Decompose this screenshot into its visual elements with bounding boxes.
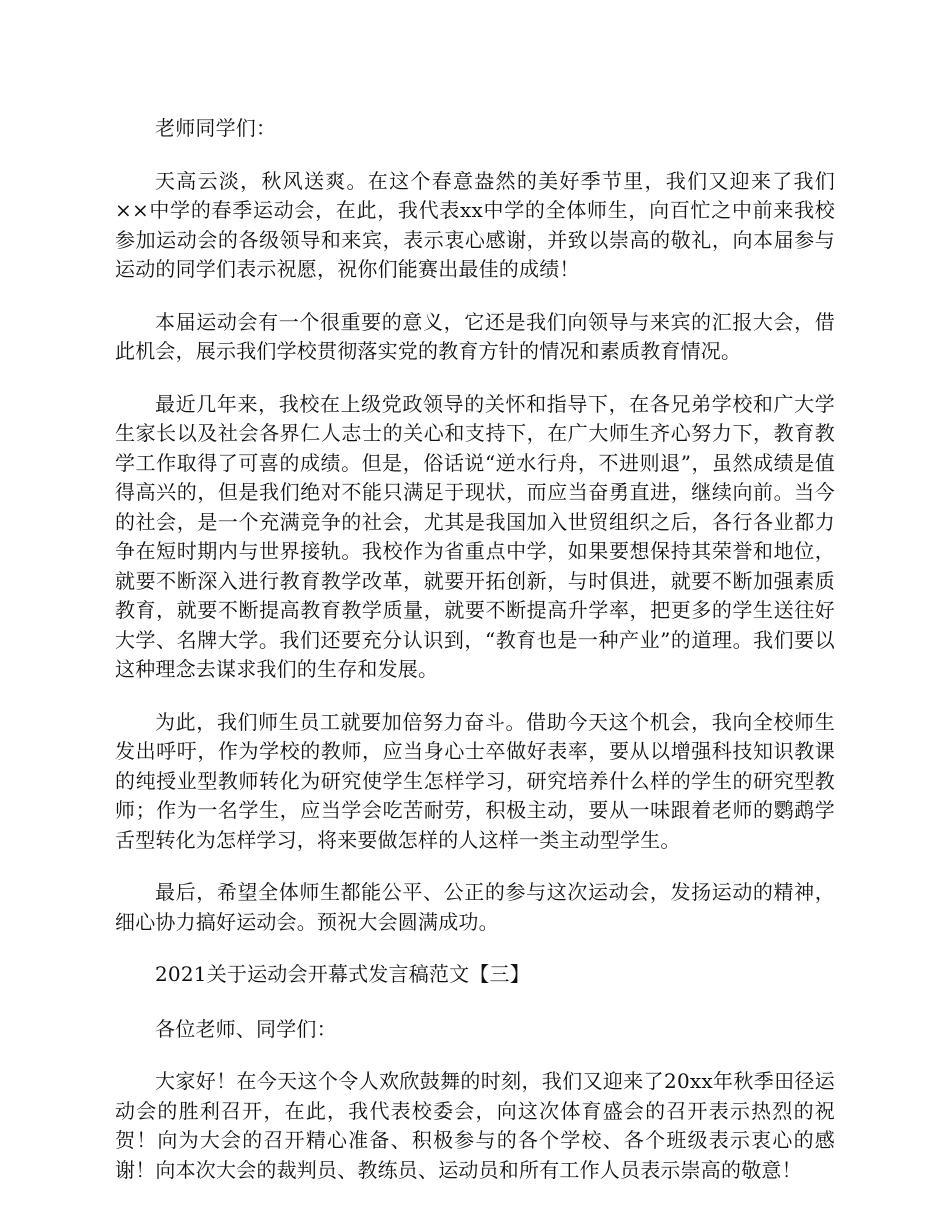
greeting-second: 各位老师、同学们： bbox=[155, 1016, 337, 1041]
document-body bbox=[115, 114, 835, 1208]
greeting: 老师同学们： bbox=[155, 116, 277, 140]
paragraph-closing: 最后，希望全体师生都能公平、公正的参与这次运动会，发扬运动的精神，细心协力搞好运动会。预祝大会圆满成功。 bbox=[115, 880, 835, 934]
paragraph-appeal: 为此，我们师生员工就要加倍努力奋斗。借助今天这个机会，我向全校师生发出呼吁，作为学校的教师，应当身心士卒做好表率，要从以增强科技知识教课的纯授业型教师转化为研究使学生怎样学习，研究培养什么样的学生的研究型教师；作为一名学生，应当学会吃苦耐劳，积极主动，要从一味跟着老师的鹦鹉学舌型转化为怎样学习，将来要做怎样的人这样一类主动型学生。 bbox=[115, 709, 835, 852]
paragraph-opening: 天高云淡，秋风送爽。在这个春意盎然的美好季节里，我们又迎来了我们××中学的春季运动会，在此，我代表xx中学的全体师生，向百忙之中前来我校参加运动会的各级领导和来宾，表示衷心感谢，并致以崇高的敬礼，向本届参与运动的同学们表示祝愿，祝你们能赛出最佳的成绩！ bbox=[115, 168, 835, 281]
paragraph-welcome: 大家好！在今天这个令人欢欣鼓舞的时刻，我们又迎来了20xx年秋季田径运动会的胜利召开，在此，我代表校委会，向这次体育盛会的召开表示热烈的祝贺！向为大会的召开精心准备、积极参与的各个学校、各个班级表示衷心的感谢！向本次大会的裁判员、教练员、运动员和所有工作人员表示崇高的敬意！ bbox=[115, 1069, 835, 1182]
section-heading: 2021关于运动会开幕式发言稿范文【三】 bbox=[155, 962, 530, 986]
paragraph-significance: 本届运动会有一个很重要的意义，它还是我们向领导与来宾的汇报大会，借此机会，展示我们学校贯彻落实党的教育方针的情况和素质教育情况。 bbox=[115, 309, 835, 363]
paragraph-achievements: 最近几年来，我校在上级党政领导的关怀和指导下，在各兄弟学校和广大学生家长以及社会各界仁人志士的关心和支持下，在广大师生齐心努力下，教育教学工作取得了可喜的成绩。但是，俗话说“逆水行舟，不进则退”，虽然成绩是值得高兴的，但是我们绝对不能只满足于现状，而应当奋勇直进，继续向前。当今的社会，是一个充满竞争的社会，尤其是我国加入世贸组织之后，各行各业都力争在短时期内与世界接轨。我校作为省重点中学，如果要想保持其荣誉和地位，就要不断深入进行教育教学改革，就要开拓创新，与时俱进，就要不断加强素质教育，就要不断提高教育教学质量，就要不断提高升学率，把更多的学生送往好大学、名牌大学。我们还要充分认识到，“教育也是一种产业”的道理。我们要以这种理念去谋求我们的生存和发展。 bbox=[115, 391, 835, 681]
